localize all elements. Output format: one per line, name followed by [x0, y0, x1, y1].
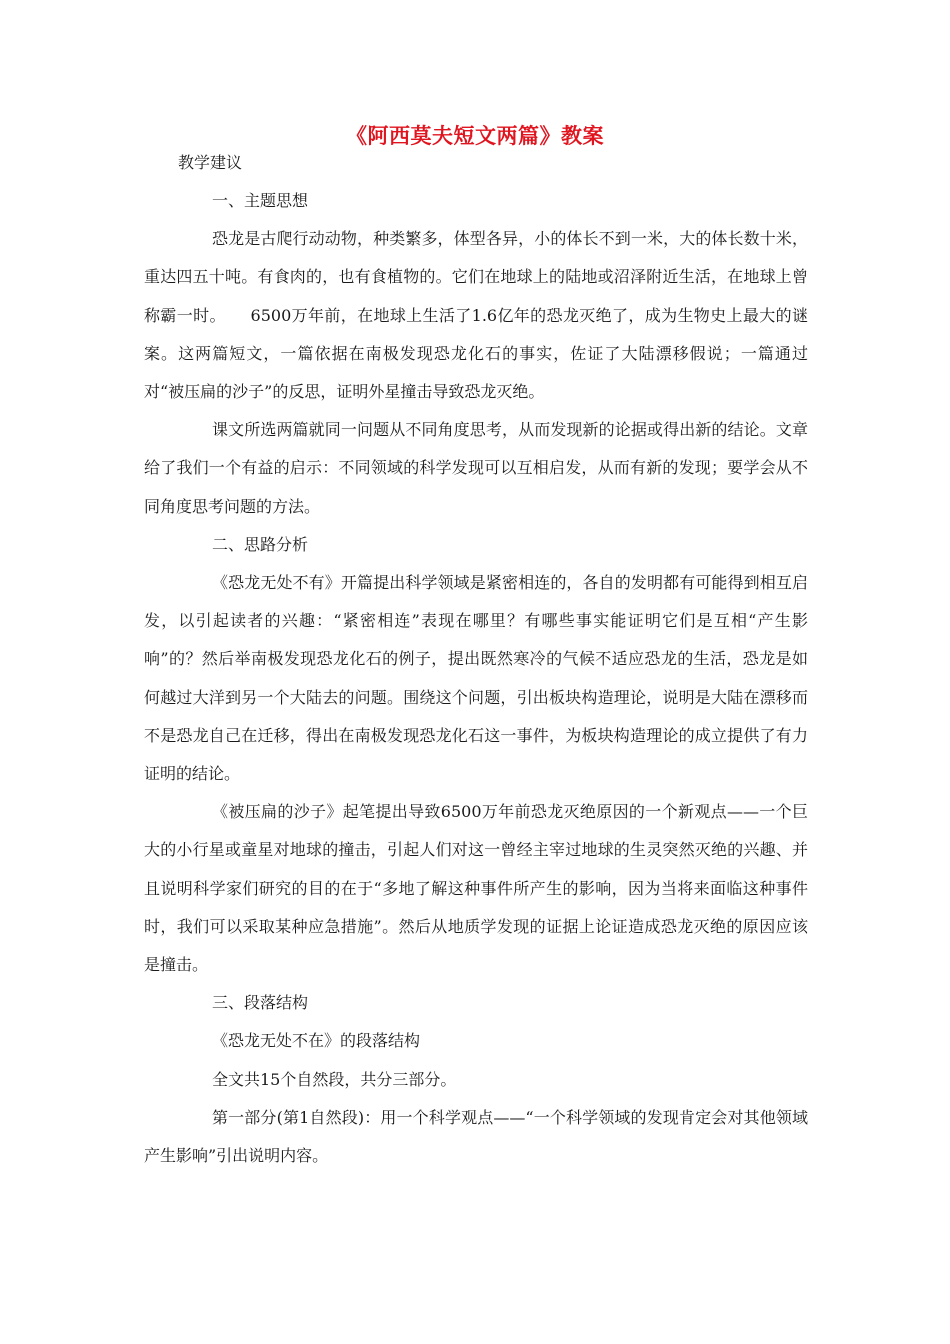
- paragraph: 《被压扁的沙子》起笔提出导致6500万年前恐龙灭绝原因的一个新观点——一个巨大的小行星或童星对地球的撞击，引起人们对这一曾经主宰过地球的生灵突然灭绝的兴趣、并且说明科学家们研究的目的在于“多地了解这种事件所产生的影响，因为当将来面临这种事件时，我们可以采取某种应急措施”。然后从地质学发现的证据上论证造成恐龙灭绝的原因应该是撞击。: [144, 802, 808, 975]
- section-heading-theme: 一、主题思想: [212, 191, 309, 210]
- paragraph: 全文共15个自然段，共分三部分。: [212, 1069, 457, 1089]
- paragraph: 第一部分(第1自然段)：用一个科学观点——“一个科学领域的发现肯定会对其他领域产生影响”引出说明内容。: [144, 1107, 808, 1166]
- document-body: [144, 182, 808, 1175]
- paragraph: 课文所选两篇就同一问题从不同角度思考，从而发现新的论据或得出新的结论。文章给了我们一个有益的启示：不同领域的科学发现可以互相启发，从而有新的发现；要学会从不同角度思考问题的方法。: [144, 420, 808, 516]
- document-title: 《阿西莫夫短文两篇》教案: [346, 124, 604, 148]
- section-heading-analysis: 二、思路分析: [212, 534, 309, 554]
- paragraph: 《恐龙无处不有》开篇提出科学领域是紧密相连的，各自的发明都有可能得到相互启发，以引起读者的兴趣：“紧密相连”表现在哪里？有哪些事实能证明它们是互相“产生影响”的？然后举南极发现恐龙化石的例子，提出既然寒冷的气候不适应恐龙的生活，恐龙是如何越过大洋到另一个大陆去的问题。围绕这个问题，引出板块构造理论，说明是大陆在漂移而不是恐龙自己在迁移，得出在南极发现恐龙化石这一事件，为板块构造理论的成立提供了有力证明的结论。: [144, 573, 808, 784]
- paragraph: 恐龙是古爬行动动物，种类繁多，体型各异，小的体长不到一米，大的体长数十米，重达四五十吨。有食肉的，也有食植物的。它们在地球上的陆地或沼泽附近生活，在地球上曾称霸一时。 6500万年前，在地球上生活了1.6亿年的恐龙灭绝了，成为生物史上最大的谜案。这两篇短文，一篇依据在南极发现恐龙化石的事实，佐证了大陆漂移假说；一篇通过对“被压扁的沙子”的反思，证明外星撞击导致恐龙灭绝。: [144, 229, 808, 402]
- section-heading-structure: 三、段落结构: [212, 993, 309, 1013]
- subheading: 《恐龙无处不在》的段落结构: [212, 1031, 421, 1051]
- teaching-suggestion-label: 教学建议: [178, 153, 243, 172]
